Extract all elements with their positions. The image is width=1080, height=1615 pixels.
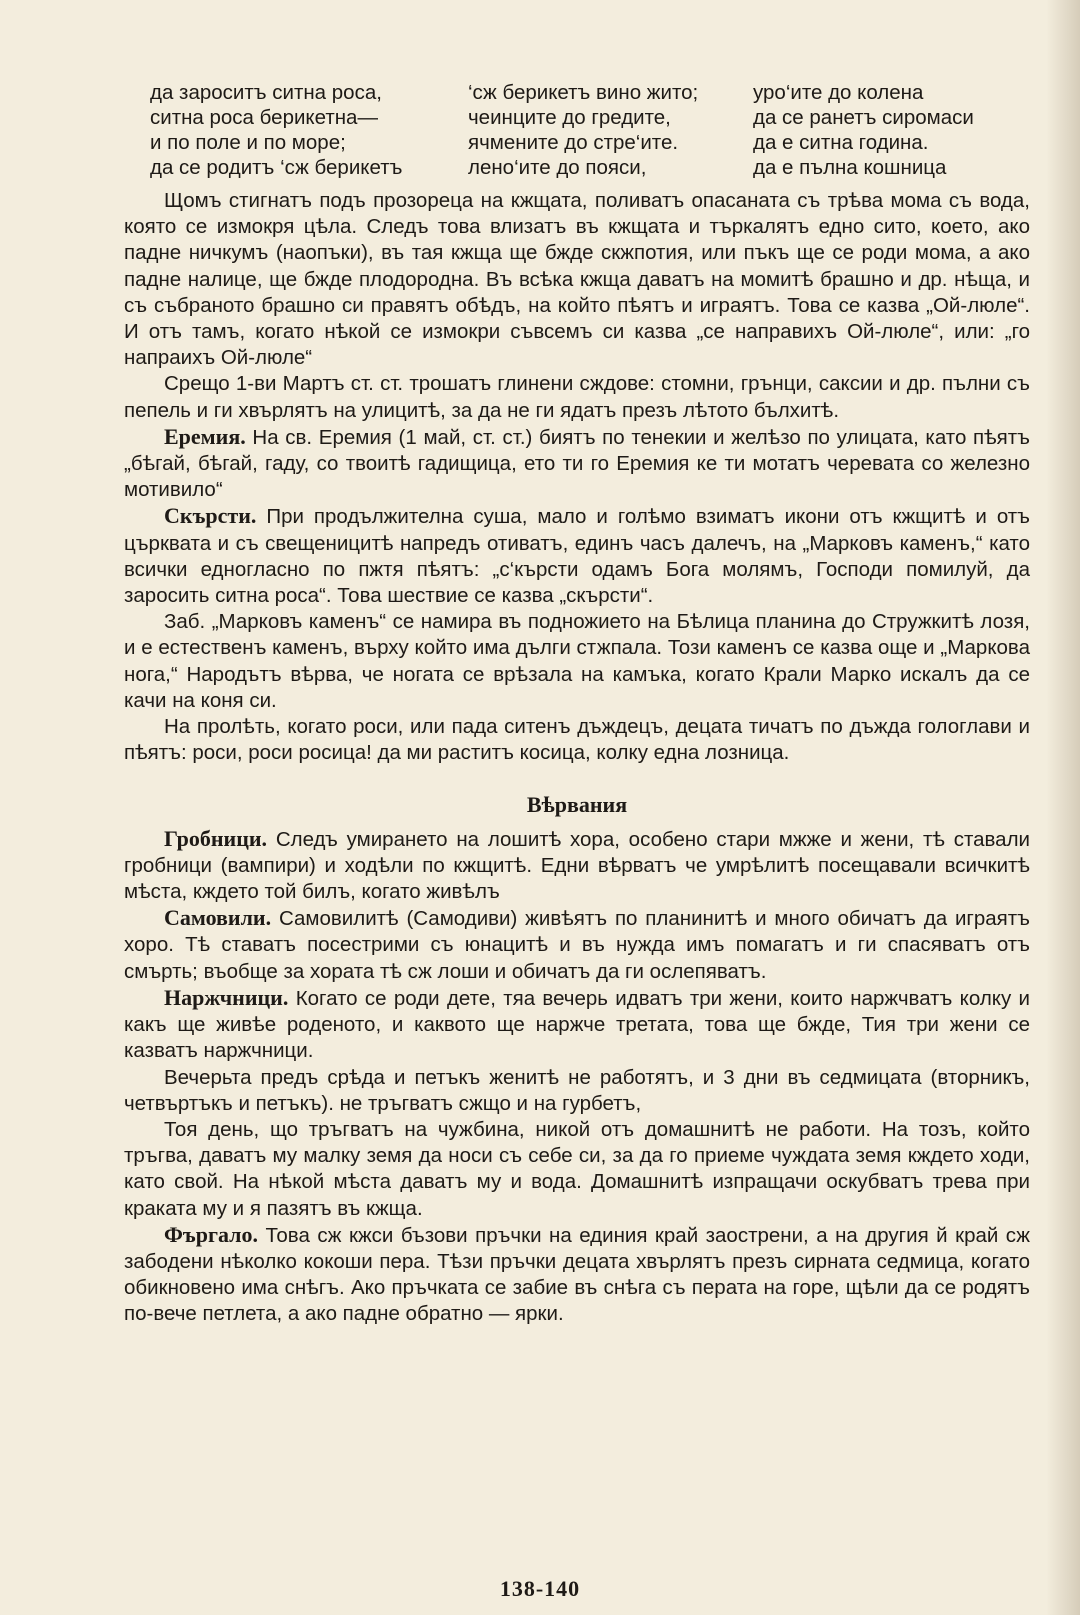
paragraph-samovili [124,905,1030,985]
verse-line: ‘сж берикетъ вино жито; [468,81,699,104]
verse-line: да зароситъ ситна роса, [150,81,382,104]
verse-line: уро‘ите до колена [753,81,924,104]
paragraph-text: Това сж кжси бъзови пръчки на единия край заострени, а на другия й край сж забодени нѣколко кокоши пера. Тѣзи пръчки децата хвърлятъ презъ сирната седмица, когато обикновено има снѣгъ. Ако пръчката се забие въ снѣга съ перата на горе, щѣли да се родятъ по-вече петлета, а ако падне обратно — ярки. [124,1223,1030,1326]
paragraph-spring-rain: На пролѣть, когато роси, или пада ситенъ дъждецъ, децата тичатъ по дъжда гологлави и пѣятъ: роси, роси росица! да ми раститъ косица, колку една лозница. [124,715,1030,765]
verse-column-2 [468,80,698,180]
term-narachnici: Наржчници. [164,984,289,1010]
paragraph-note-markov-kamen: Заб. „Марковъ каменъ“ се намира въ подножието на Бѣлица планина до Стружкитѣ лозя, и е естественъ каменъ, върху който има дълги стжпала. Този каменъ се казва още и „Маркова нога,“ Народътъ вѣрва, че ногата се врѣзала на камъка, когато Крали Марко искалъ да се качи на коня си. [124,610,1030,712]
paragraph-march: Срещо 1-ви Мартъ ст. ст. трошатъ глинени сждове: стомни, грънци, саксии и др. пълни съ пепель и ги хвърлятъ на улицитѣ, за да не ги ядатъ презъ лѣтото бълхитѣ. [124,372,1030,422]
page-number: 138-140 [499,1576,581,1601]
paragraph-weekdays: Вечерьта предъ срѣда и петъкъ женитѣ не работятъ, и 3 дни въ седмицата (вторникъ, четвъртъкъ и петъкъ). не тръгватъ сжщо и на гурбетъ, [124,1065,1030,1115]
verse-line: да е ситна година. [753,131,929,154]
paragraph-oi-lyule: Щомъ стигнатъ подъ прозореца на кжщата, поливатъ опасаната съ трѣва мома съ вода, която се измокря цѣла. Следъ това влизатъ въ кжщата и търкалятъ едно сито, което, ако падне ничкумъ (наопъки), въ тая кжща ще бжде скжпотия, или пъкъ ще се роди мома, а ако падне налице, ще бжде плодородна. Въ всѣка кжща даватъ на момитѣ брашно и др. нѣща, и съ събраното брашно си правятъ обѣдъ, на който пѣятъ и играятъ. Това се казва „Ой-люле“. И отъ тамъ, когато нѣкой се измокри съвсемъ си казва „се направихъ Ой-люле“, или: „го напраихъ Ой-люле“ [124,189,1030,370]
paragraph-skarsti [124,503,1030,609]
verse-line: ячмените до стре‘ите. [468,131,679,154]
paragraph-fargalo [124,1222,1030,1328]
paragraph-text: Когато се роди дете, тяа вечерь идватъ три жени, които наржчватъ колку и какъ ще живѣе роденото, и каквото ще наржче третата, това ще бжде, Тия три жени се казватъ наржчници. [124,986,1030,1063]
verse-line: и по поле и по море; [150,131,346,154]
paragraph-text: При продължителна суша, мало и голѣмо взиматъ икони отъ кжщитѣ и отъ църквата и съ свещеницитѣ напредъ отиватъ, единъ часъ далечъ, на „Марковъ каменъ,“ като всички едногласно по пжтя пѣятъ: „с‘кърсти одамъ Бога молямъ, Господи помилуй, да заросить ситна роса“. Това шествие се казва „скърсти“. [124,505,1030,608]
paragraph-text: Самовилитѣ (Самодиви) живѣятъ по планинитѣ и много обичатъ да играятъ хоро. Тѣ ставатъ посестрими съ юнацитѣ и въ нужда имъ помагатъ и ги спасяватъ отъ смърть; въобще за хората тѣ сж лоши и обичатъ да ги ослепяватъ. [124,907,1030,983]
verse-column-1 [150,80,402,180]
verse-line: да се родитъ ‘сж берикетъ [150,156,403,179]
term-eremia: Еремия. [164,423,246,449]
paragraph-text: На св. Еремия (1 май, ст. ст.) биятъ по тенекии и желѣзо по улицата, като пѣятъ „бѣгай, бѣгай, гаду, со твоитѣ гадищица, ето ти го Еремия ке ти мотатъ черевата со железно мотивило“ [124,425,1030,502]
term-fargalo: Фъргало. [164,1221,258,1247]
section-heading: Вѣрвания [526,792,628,818]
verse-line: чеинците до гредите, [468,106,671,129]
verse-line: да е пълна кошница [753,156,947,179]
term-skarsti: Скърсти. [164,503,257,529]
paragraph-text: Следъ умирането на лошитѣ хора, особено стари мжже и жени, тѣ ставали гробници (вампири) и ходѣли по кжщитѣ. Едни вѣрватъ че умрѣлитѣ посещавали всичкитѣ мѣста, кждето той билъ, когато живѣлъ [124,827,1030,904]
verse-line: ситна роса берикетна— [150,106,378,129]
paragraph-grobnici [124,826,1030,906]
verse-line: лено‘ите до пояси, [468,156,647,179]
body-text [124,188,1030,1328]
verse-line: да се ранетъ сиромаси [753,106,974,129]
verse-column-3 [753,80,974,180]
paragraph-departure-day: Тоя день, що тръгватъ на чужбина, никой отъ домашнитѣ не работи. На тозъ, който тръгва, даватъ му малку земя да носи съ себе си, за да го приеме чуждата земя кждето ходи, като свой. На нѣкой мѣста даватъ му и вода. Домашнитѣ изпращачи оскубватъ трева при краката му и я пазятъ въ кжща. [124,1117,1030,1220]
term-grobnici: Гробници. [164,825,268,851]
term-samovili: Самовили. [164,905,272,931]
paragraph-eremia [124,424,1030,504]
paragraph-narachnici [124,985,1030,1065]
